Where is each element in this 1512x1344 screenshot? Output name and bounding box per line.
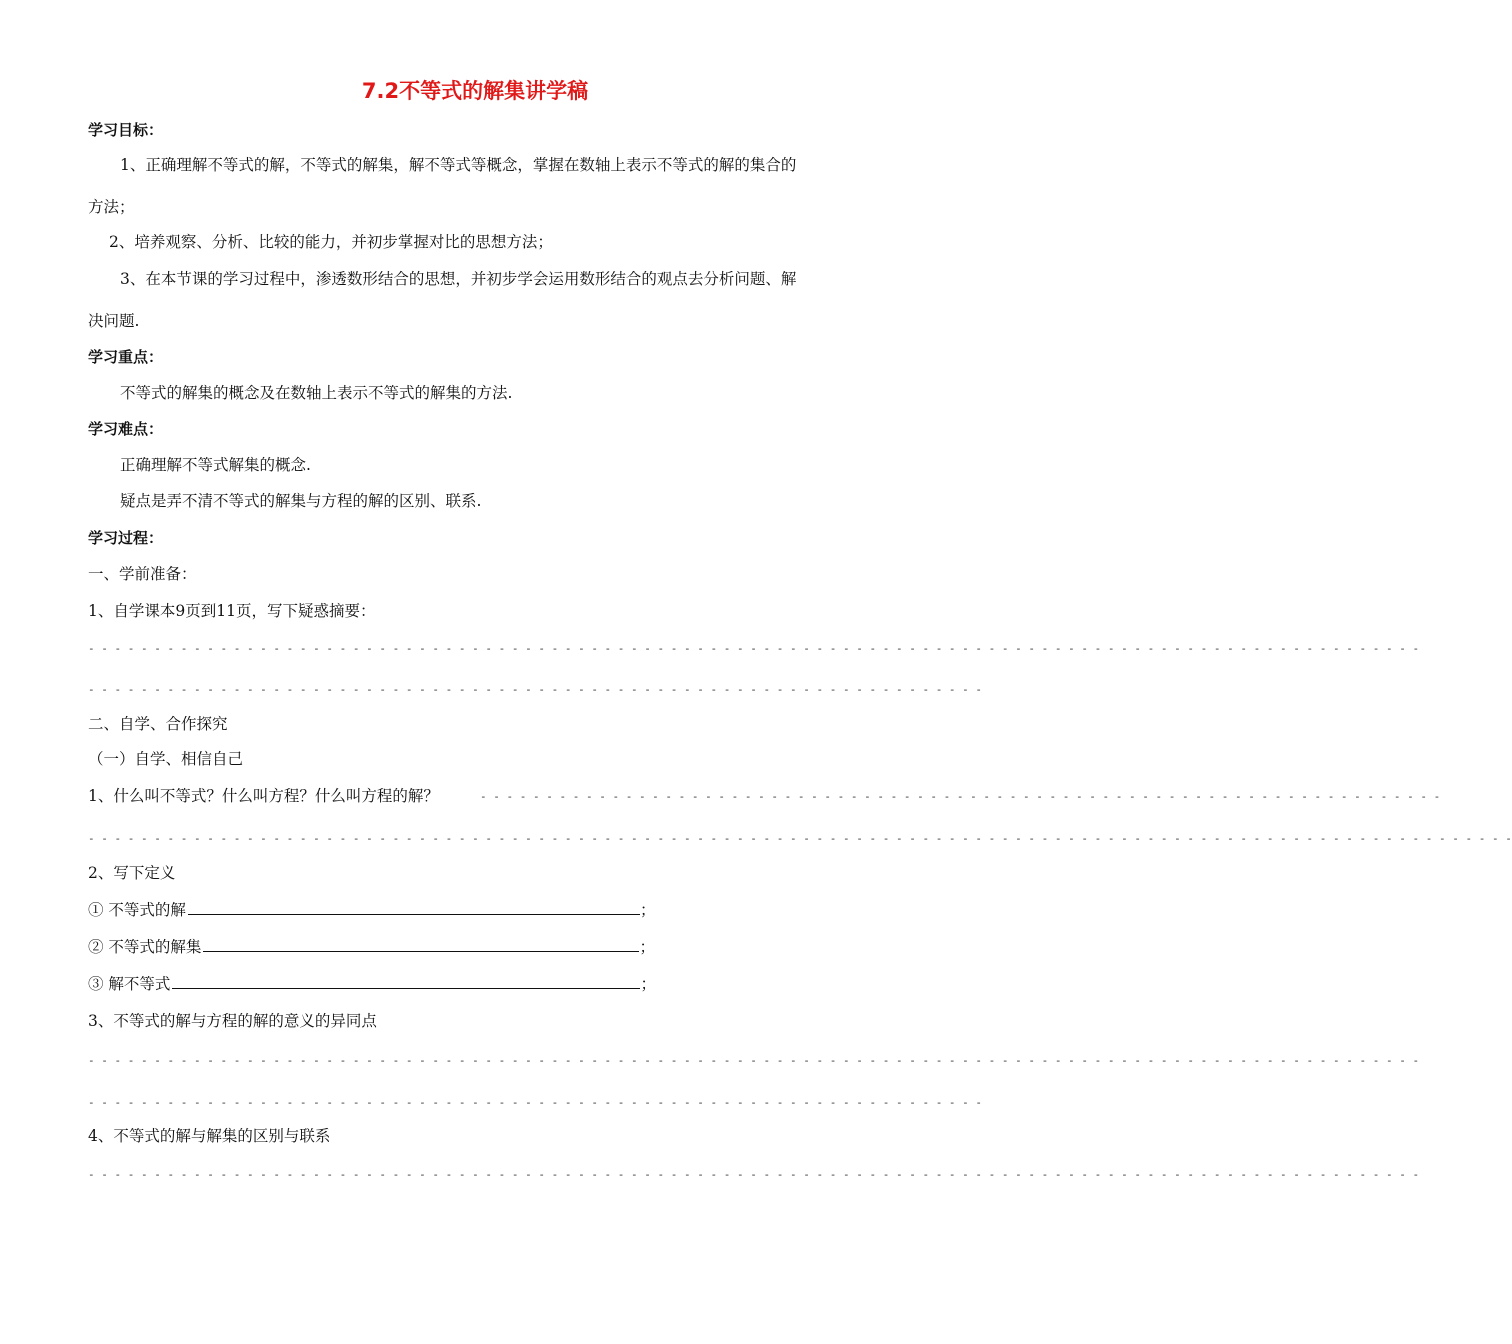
answer-line: - - - - - - - - - - - - - - - - - - - - - - - - - - - - - - - - - - - - - - - - - - - - - - - - - - - - - - - - - - - - - - - - - - - - - - - - - - - - - - - - - - - - - - - - - - - - - - - - - - - - - <box>88 642 1420 655</box>
goals-heading: 学习目标： <box>88 121 164 139</box>
answer-line: - - - - - - - - - - - - - - - - - - - - - - - - - - - - - - - - - - - - - - - - - - - - - - - - - - - - - - - - - - - - - - - - - - - - - - - - - - - - - - - - - - - - - - - - - - - - - - - - - - - - - <box>88 1168 1420 1181</box>
goal-2: 2、培养观察、分析、比较的能力，并初步掌握对比的思想方法； <box>109 233 553 251</box>
definition-2-end: ； <box>639 938 655 956</box>
part-1-heading: 一、学前准备： <box>88 565 197 583</box>
subsection-1-heading: （一）自学、相信自己 <box>88 750 244 768</box>
definition-1-label: ① 不等式的解 <box>88 901 186 919</box>
answer-line: - - - - - - - - - - - - - - - - - - - - - - - - - - - - - - - - - - - - - - - - - - - - - - - - - - - - - - - - - - - - - - - - - - - - - - - - - <box>480 790 1441 803</box>
definition-1-blank[interactable] <box>188 899 640 915</box>
question-2: 2、写下定义 <box>88 864 176 882</box>
definition-3-label: ③ 解不等式 <box>88 975 171 993</box>
definition-3-blank[interactable] <box>172 973 640 989</box>
process-heading: 学习过程： <box>88 529 164 547</box>
question-3: 3、不等式的解与方程的解的意义的异同点 <box>88 1012 377 1030</box>
definition-2-label: ② 不等式的解集 <box>88 938 202 956</box>
answer-line: - - - - - - - - - - - - - - - - - - - - - - - - - - - - - - - - - - - - - - - - - - - - - - - - - - - - - - - - - - - - - - - - - - - - <box>88 683 983 696</box>
question-4: 4、不等式的解与解集的区别与联系 <box>88 1127 331 1145</box>
goal-3-line-2: 决问题. <box>88 312 140 330</box>
definition-3-end: ； <box>640 975 656 993</box>
key-points-text: 不等式的解集的概念及在数轴上表示不等式的解集的方法. <box>120 384 513 402</box>
answer-line: - - - - - - - - - - - - - - - - - - - - - - - - - - - - - - - - - - - - - - - - - - - - - - - - - - - - - - - - - - - - - - - - - - - - - - - - - - - - - - - - - - - - - - - - - - - - - - - - - - - - - - - - - - - - <box>88 832 1512 845</box>
goal-3-line-1: 3、在本节课的学习过程中，渗透数形结合的思想，并初步学会运用数形结合的观点去分析问题、解 <box>120 270 797 288</box>
definition-3 <box>88 973 656 994</box>
definition-2 <box>88 936 655 957</box>
difficulties-text-2: 疑点是弄不清不等式的解集与方程的解的区别、联系. <box>120 492 482 510</box>
part-2-heading: 二、自学、合作探究 <box>88 715 228 733</box>
goal-1-line-1: 1、正确理解不等式的解，不等式的解集，解不等式等概念，掌握在数轴上表示不等式的解的集合的 <box>120 156 797 174</box>
definition-1 <box>88 899 655 920</box>
answer-line: - - - - - - - - - - - - - - - - - - - - - - - - - - - - - - - - - - - - - - - - - - - - - - - - - - - - - - - - - - - - - - - - - - - - <box>88 1096 983 1109</box>
difficulties-text-1: 正确理解不等式解集的概念. <box>120 456 311 474</box>
read-textbook-item: 1、自学课本9页到11页，写下疑惑摘要： <box>88 602 376 620</box>
document-title: 7.2不等式的解集讲学稿 <box>361 79 589 103</box>
question-1: 1、什么叫不等式？什么叫方程？什么叫方程的解？ <box>88 787 439 805</box>
definition-2-blank[interactable] <box>203 936 639 952</box>
key-points-heading: 学习重点： <box>88 348 164 366</box>
difficulties-heading: 学习难点： <box>88 420 164 438</box>
goal-1-line-2: 方法； <box>88 198 135 216</box>
definition-1-end: ； <box>639 901 656 919</box>
answer-line: - - - - - - - - - - - - - - - - - - - - - - - - - - - - - - - - - - - - - - - - - - - - - - - - - - - - - - - - - - - - - - - - - - - - - - - - - - - - - - - - - - - - - - - - - - - - - - - - - - - - - <box>88 1054 1420 1067</box>
